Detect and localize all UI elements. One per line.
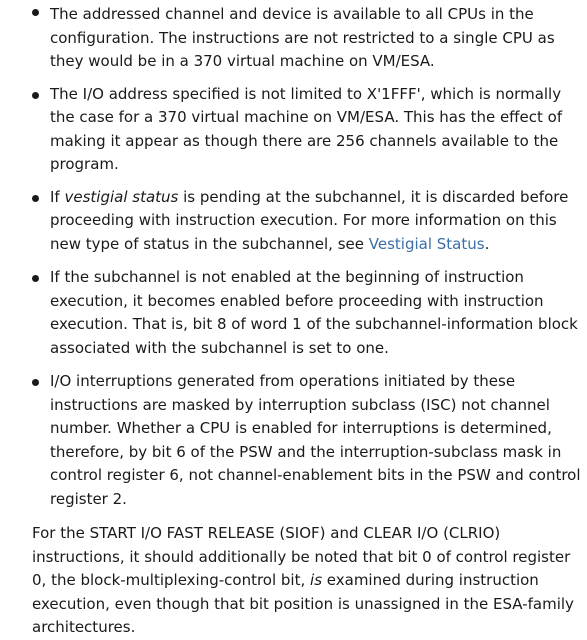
- bullet-icon: [32, 9, 39, 16]
- paragraph-text-start: For the START I/O FAST RELEASE (SIOF) and CLEAR I/O (CLRIO) instructions, it should additionally be noted that bit 0 of control register 0, the block-multiplexing-control bit,: [32, 524, 571, 589]
- emphasis-vestigial-status: vestigial status: [64, 187, 179, 206]
- bullet-icon: [32, 379, 39, 386]
- list-item-text: The I/O address specified is not limited to X'1FFF', which is normally the case for a 370 virtual machine on VM/ESA. This has the effect of making it appear as though there are 256 channels available to the program.: [50, 84, 563, 173]
- bullet-icon: [32, 275, 39, 282]
- list-item-text: The addressed channel and device is available to all CPUs in the configuration. The instructions are not restricted to a single CPU as they would be in a 370 virtual machine on VM/ESA.: [50, 5, 555, 70]
- emphasis-is: is: [310, 571, 323, 589]
- list-item-text: I/O interruptions generated from operations initiated by these instructions are masked by interruption subclass (ISC) not channel number. Whether a CPU is enabled for interruptions is determined, therefore, by bit 6 of the PSW and the interruption-subclass mask in control register 6, not channel-enablement bits in the PSW and control register 2.: [50, 372, 581, 508]
- list-item-text-start: If: [50, 187, 65, 206]
- vestigial-status-link[interactable]: Vestigial Status: [368, 234, 485, 253]
- list-item-text-middle: is pending at the subchannel, it is discarded before proceeding with instruction execution. For more information on this new type of status in the subchannel, see: [50, 187, 569, 253]
- paragraph-text-end: examined during instruction execution, even though that bit position is unassigned in the ESA-family architectures.: [32, 571, 574, 636]
- bullet-icon: [32, 92, 39, 99]
- list-item: [0, 83, 587, 177]
- list-item-text: If the subchannel is not enabled at the beginning of instruction execution, it becomes enabled before proceeding with instruction execution. That is, bit 8 of word 1 of the subchannel-information block associated with the subchannel is set to one.: [50, 268, 578, 357]
- list-item: [0, 186, 587, 257]
- list-item: [0, 266, 587, 360]
- bullet-icon: [32, 195, 39, 202]
- list-item: [0, 370, 587, 511]
- list-item: [0, 0, 587, 74]
- list-item-text-end: .: [484, 234, 490, 253]
